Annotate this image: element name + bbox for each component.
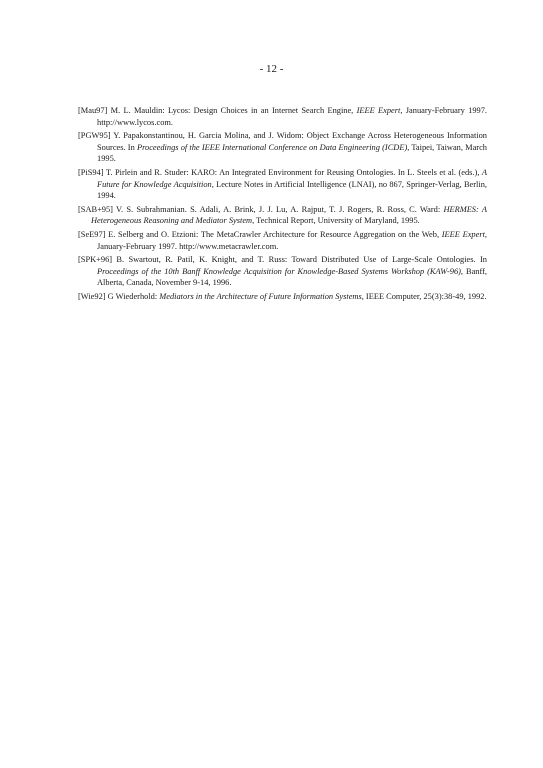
reference-item — [78, 105, 487, 128]
reference-text: Y. Papakonstantinou, H. Garcia Molina, and J. Widom: Object Exchange Across Heterogeneous Information Sources. In — [97, 131, 487, 152]
reference-venue: A Future for Knowledge Acquisition — [97, 167, 487, 189]
reference-details: , January-February 1997. http://www.metacrawler.com. — [97, 229, 488, 251]
reference-item — [78, 130, 487, 165]
reference-details: , January-February 1997. http://www.lycos.com. — [97, 106, 487, 127]
reference-key: [Mau97] — [78, 106, 108, 115]
reference-list — [78, 105, 487, 305]
reference-item — [78, 229, 487, 252]
reference-details: , Lecture Notes in Artificial Intelligence (LNAI), no 867, Springer-Verlag, Berlin, 1994. — [97, 179, 487, 201]
reference-venue: HERMES: A Heterogeneous Reasoning and Mediator System — [91, 204, 487, 226]
reference-text: B. Swartout, R. Patil, K. Knight, and T. Russ: Toward Distributed Use of Large-Scale Ontologies. In — [112, 255, 487, 265]
reference-key: [PiS94] — [78, 167, 104, 177]
reference-text: E. Selberg and O. Etzioni: The MetaCrawler Architecture for Resource Aggregation on the Web, — [105, 229, 442, 239]
reference-venue: IEEE Expert — [441, 229, 485, 239]
reference-details: , IEEE Computer, 25(3):38-49, 1992. — [361, 291, 487, 301]
reference-venue: IEEE Expert — [356, 106, 401, 115]
reference-item — [78, 167, 487, 202]
reference-venue: Proceedings of the IEEE International Conference on Data Engineering (ICDE) — [136, 142, 408, 152]
reference-key: [SPK+96] — [78, 255, 113, 265]
reference-key: [PGW95] — [78, 131, 111, 141]
reference-item — [78, 204, 487, 227]
reference-item — [78, 291, 487, 303]
reference-venue: Proceedings of the 10th Banff Knowledge Acquisition for Knowledge-Based Systems Workshop (KAW-96) — [97, 266, 461, 276]
reference-venue: Mediators in the Architecture of Future Information Systems — [159, 291, 362, 301]
reference-text: V. S. Subrahmanian. S. Adali, A. Brink, J. J. Lu, A. Rajput, T. J. Rogers, R. Ross, C. Ward: — [112, 204, 444, 214]
reference-details: , Banff, Alberta, Canada, November 9-14, 1996. — [97, 266, 487, 288]
reference-details: , Taipei, Taiwan, March 1995. — [97, 142, 487, 164]
reference-key: [SAB+95] — [78, 204, 113, 214]
reference-key: [Wie92] — [78, 291, 106, 301]
reference-item — [78, 254, 487, 289]
reference-text: M. L. Mauldin: Lycos: Design Choices in an Internet Search Engine, — [107, 106, 357, 115]
reference-text: T. Pirlein and R. Studer: KARO: An Integrated Environment for Reusing Ontologies. In L. Steels et al. (eds.), — [103, 167, 482, 177]
reference-details: , Technical Report, University of Maryland, 1995. — [252, 216, 420, 226]
reference-key: [SeE97] — [78, 229, 106, 239]
page-number: - 12 - — [259, 63, 284, 75]
reference-text: G Wiederhold: — [105, 291, 160, 301]
